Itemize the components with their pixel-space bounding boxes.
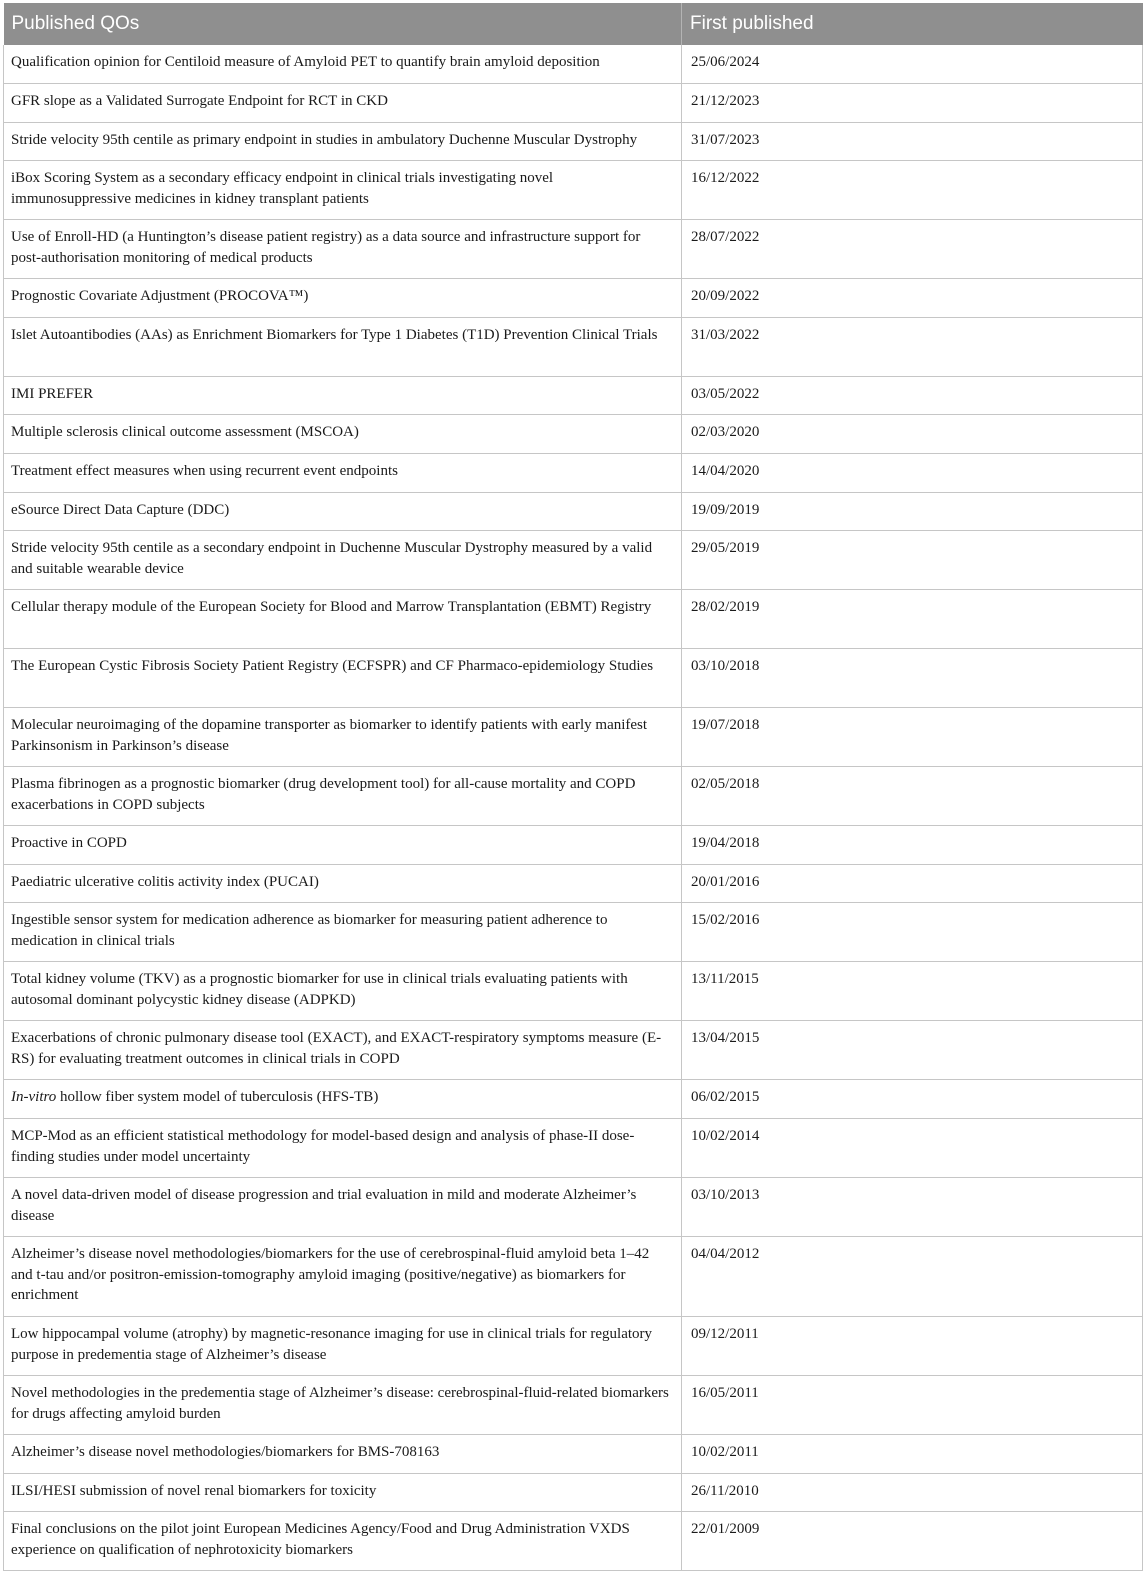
qo-date-cell: 28/07/2022 [682,220,1143,279]
table-row [4,454,1143,493]
table-row [4,1080,1143,1119]
qo-date-cell: 31/07/2023 [682,122,1143,161]
qo-title-cell [4,826,682,865]
table-row [4,1021,1143,1080]
table-row [4,161,1143,220]
qo-title-italic: In-vitro [11,1089,57,1106]
qo-title: Stride velocity 95th centile as primary endpoint in studies in ambulatory Duchenne Muscular Dystrophy [11,131,638,148]
qo-title-cell [4,531,682,590]
qo-title: MCP-Mod as an efficient statistical methodology for model-based design and analysis of phase-II dose-finding studies under model uncertainty [11,1128,635,1165]
qo-title-cell [4,1435,682,1474]
table-row [4,376,1143,415]
qo-title-cell [4,708,682,767]
header-published-qos: Published QOs [4,3,682,45]
table-row [4,864,1143,903]
qo-date-cell: 13/04/2015 [682,1021,1143,1080]
qo-title-cell [4,649,682,708]
qo-date-cell: 03/10/2013 [682,1178,1143,1237]
qo-title: Final conclusions on the pilot joint European Medicines Agency/Food and Drug Administration VXDS experience on qualification of nephrotoxicity biomarkers [11,1521,630,1558]
qo-title-cell [4,454,682,493]
qo-date-cell: 16/05/2011 [682,1376,1143,1435]
qo-title-cell [4,220,682,279]
header-first-published: First published [682,3,1143,45]
table-row [4,45,1143,84]
qo-title: hollow fiber system model of tuberculosis (HFS-TB) [56,1089,379,1106]
qo-title: Alzheimer’s disease novel methodologies/biomarkers for the use of cerebrospinal-fluid amyloid beta 1–42 and t-tau and/or positron-emission-tomography amyloid imaging (positive/negative) as biomarkers for enrichment [11,1246,650,1304]
qo-title: Paediatric ulcerative colitis activity index (PUCAI) [11,873,319,890]
table-header [4,3,1143,45]
qo-date-cell: 21/12/2023 [682,84,1143,123]
table-row [4,1376,1143,1435]
qo-title: Cellular therapy module of the European Society for Blood and Marrow Transplantation (EBMT) Registry [11,599,652,616]
qo-date-cell: 16/12/2022 [682,161,1143,220]
qo-title-cell [4,161,682,220]
table-row [4,1435,1143,1474]
qo-title: Multiple sclerosis clinical outcome assessment (MSCOA) [11,424,359,441]
table-row [4,1237,1143,1317]
qo-title: Ingestible sensor system for medication adherence as biomarker for measuring patient adherence to medication in clinical trials [11,912,608,949]
qo-title: Qualification opinion for Centiloid measure of Amyloid PET to quantify brain amyloid deposition [11,54,600,70]
qo-title: GFR slope as a Validated Surrogate Endpoint for RCT in CKD [11,93,388,110]
qo-title: Novel methodologies in the predementia stage of Alzheimer’s disease: cerebrospinal-fluid-related biomarkers for drugs affecting amyloid burden [11,1385,669,1422]
qo-title: eSource Direct Data Capture (DDC) [11,501,230,518]
qo-title: Stride velocity 95th centile as a secondary endpoint in Duchenne Muscular Dystrophy measured by a valid and suitable wearable device [11,540,653,577]
qo-title: Alzheimer’s disease novel methodologies/biomarkers for BMS-708163 [11,1444,440,1461]
qo-title-cell [4,1178,682,1237]
qo-date-cell: 04/04/2012 [682,1237,1143,1317]
qo-title: Total kidney volume (TKV) as a prognostic biomarker for use in clinical trials evaluating patients with autosomal dominant polycystic kidney disease (ADPKD) [11,971,628,1008]
table-row [4,1178,1143,1237]
qo-title: Prognostic Covariate Adjustment (PROCOVA™) [11,288,309,305]
qo-title-cell [4,279,682,318]
header-row [4,3,1143,45]
qo-date-cell: 19/07/2018 [682,708,1143,767]
qo-title-cell [4,492,682,531]
table-row [4,1119,1143,1178]
qo-title-cell [4,1512,682,1571]
qo-date-cell: 10/02/2011 [682,1435,1143,1474]
qo-title: Use of Enroll-HD (a Huntington’s disease patient registry) as a data source and infrastructure support for post-authorisation monitoring of medical products [11,229,641,266]
table-row [4,220,1143,279]
table-row [4,1317,1143,1376]
table-row [4,84,1143,123]
qo-title: iBox Scoring System as a secondary efficacy endpoint in clinical trials investigating novel immunosuppressive medicines in kidney transplant patients [11,170,554,207]
table-row [4,1473,1143,1512]
table-body [4,45,1143,1571]
qo-title-cell [4,1119,682,1178]
table-row [4,767,1143,826]
qo-title: Molecular neuroimaging of the dopamine transporter as biomarker to identify patients with early manifest Parkinsonism in Parkinson’s disease [11,717,648,754]
qo-date-cell: 20/09/2022 [682,279,1143,318]
qo-title-cell [4,1473,682,1512]
qo-title-cell [4,590,682,649]
qo-date-cell: 15/02/2016 [682,903,1143,962]
qo-title: Islet Autoantibodies (AAs) as Enrichment Biomarkers for Type 1 Diabetes (T1D) Prevention Clinical Trials [11,326,658,343]
table-row [4,962,1143,1021]
qo-title: Low hippocampal volume (atrophy) by magnetic-resonance imaging for use in clinical trials for regulatory purpose in predementia stage of Alzheimer’s disease [11,1326,653,1363]
qo-date-cell: 03/10/2018 [682,649,1143,708]
qo-date-cell: 02/05/2018 [682,767,1143,826]
qo-title: A novel data-driven model of disease progression and trial evaluation in mild and moderate Alzheimer’s disease [11,1187,637,1224]
qo-date-cell: 02/03/2020 [682,415,1143,454]
qo-date-cell: 10/02/2014 [682,1119,1143,1178]
qo-title-cell [4,1080,682,1119]
qo-title: Proactive in COPD [11,835,127,852]
qo-date-cell: 26/11/2010 [682,1473,1143,1512]
qo-title-cell [4,317,682,376]
qo-date-cell: 20/01/2016 [682,864,1143,903]
qo-title-cell [4,1376,682,1435]
qo-title-cell [4,903,682,962]
qo-title-cell [4,84,682,123]
qo-title-cell [4,415,682,454]
qo-title: Exacerbations of chronic pulmonary disease tool (EXACT), and EXACT-respiratory symptoms measure (E-RS) for evaluating treatment outcomes in clinical trials in COPD [11,1030,662,1067]
table-row [4,279,1143,318]
qo-title-cell [4,1237,682,1317]
table-row [4,1512,1143,1571]
qo-date-cell: 14/04/2020 [682,454,1143,493]
qo-date-cell: 06/02/2015 [682,1080,1143,1119]
qo-title-cell [4,864,682,903]
qo-title-cell [4,1021,682,1080]
qo-date-cell: 28/02/2019 [682,590,1143,649]
table-row [4,708,1143,767]
qualification-opinions-table [3,3,1143,1571]
qo-date-cell: 19/09/2019 [682,492,1143,531]
qo-date-cell: 31/03/2022 [682,317,1143,376]
table-row [4,492,1143,531]
table-row [4,590,1143,649]
qo-date-cell: 03/05/2022 [682,376,1143,415]
qo-date-cell: 29/05/2019 [682,531,1143,590]
table-row [4,826,1143,865]
qo-date-cell: 09/12/2011 [682,1317,1143,1376]
table-row [4,317,1143,376]
table-row [4,531,1143,590]
table-row [4,415,1143,454]
table-row [4,122,1143,161]
qo-date-cell: 25/06/2024 [682,45,1143,84]
qo-title: ILSI/HESI submission of novel renal biomarkers for toxicity [11,1482,377,1499]
qo-title: Plasma fibrinogen as a prognostic biomarker (drug development tool) for all-cause mortality and COPD exacerbations in COPD subjects [11,776,636,813]
qo-title: The European Cystic Fibrosis Society Patient Registry (ECFSPR) and CF Pharmaco-epidemiology Studies [11,658,654,675]
qo-title: Treatment effect measures when using recurrent event endpoints [11,463,398,480]
qo-title-cell [4,962,682,1021]
qo-title-cell [4,122,682,161]
table-row [4,903,1143,962]
qo-date-cell: 13/11/2015 [682,962,1143,1021]
qo-date-cell: 19/04/2018 [682,826,1143,865]
qo-title-cell [4,376,682,415]
qo-title-cell [4,45,682,84]
qo-title-cell [4,767,682,826]
qo-title-cell [4,1317,682,1376]
qo-title: IMI PREFER [11,385,94,402]
qo-date-cell: 22/01/2009 [682,1512,1143,1571]
table-row [4,649,1143,708]
